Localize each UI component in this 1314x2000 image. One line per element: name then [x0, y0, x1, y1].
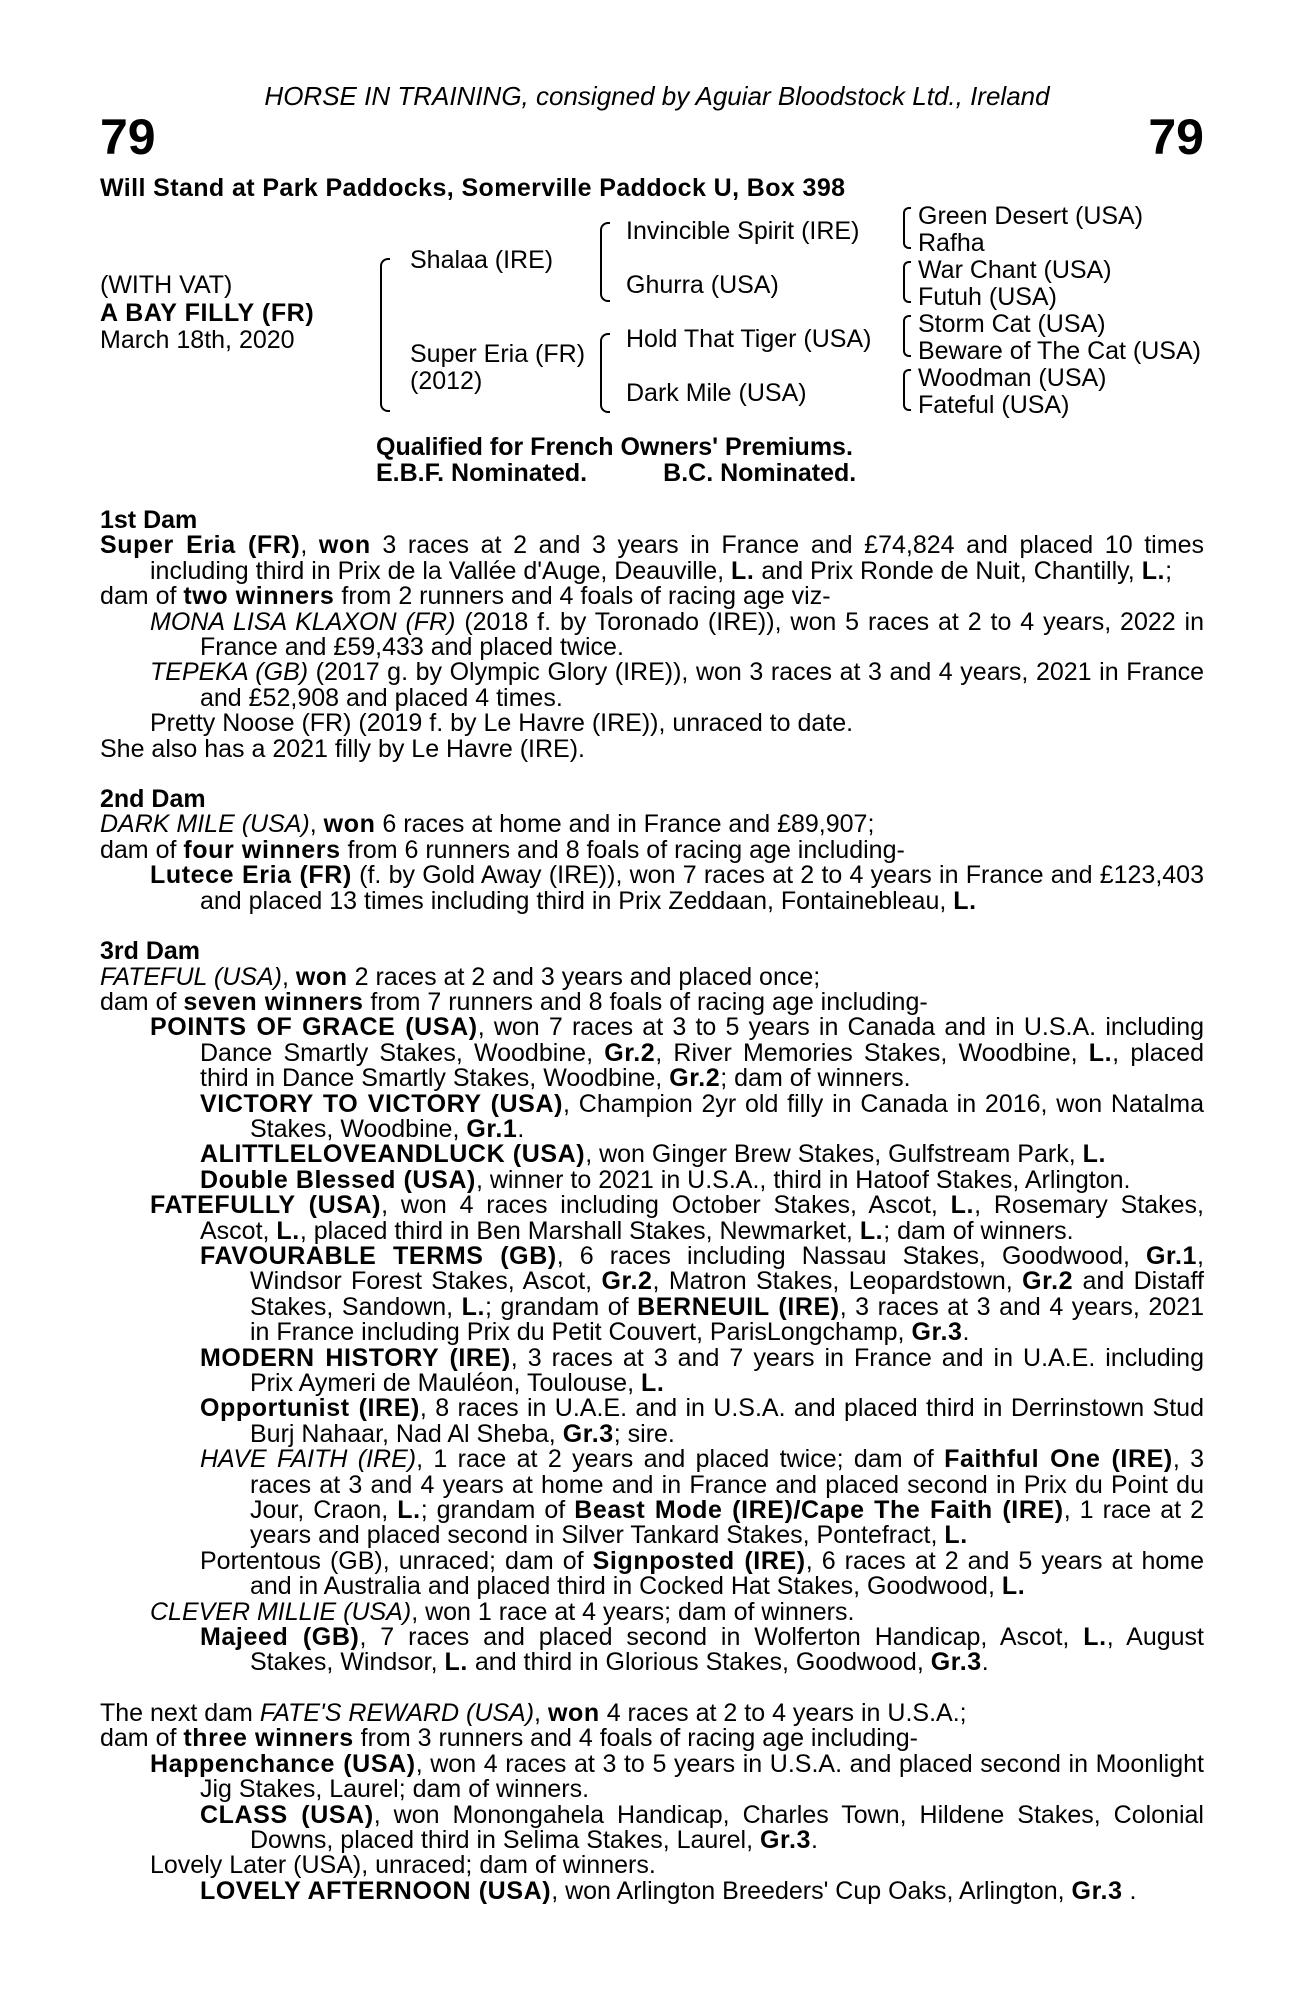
sire-dam-dam: Futuh (USA)	[918, 283, 1057, 311]
dam-dam-sire: Woodman (USA)	[918, 364, 1107, 392]
first-dam-record: Super Eria (FR), won 3 races at 2 and 3 years in France and £74,824 and placed 10 times including third in Prix de la Vallée d'Auge, Deauville, L. and Prix Ronde de Nuit, Chantilly, L.;	[100, 531, 1204, 585]
lot-number-left: 79	[100, 109, 156, 165]
stand-location: Will Stand at Park Paddocks, Somerville Paddock U, Box 398	[100, 174, 846, 202]
pedigree-bracket-g1	[903, 207, 911, 249]
second-dam-heading: 2nd Dam	[100, 785, 206, 814]
third-dam-grand-foal: MODERN HISTORY (IRE), 3 races at 3 and 7 years in France and in U.A.E. including Prix Aymeri de Mauléon, Toulouse, L.	[200, 1343, 1204, 1397]
bc-nominated: B.C. Nominated.	[663, 459, 857, 487]
nominations-line	[376, 460, 1314, 486]
owners-premiums-note: Qualified for French Owners' Premiums.	[376, 433, 853, 461]
third-dam-foal: FATEFULLY (USA), won 4 races including October Stakes, Ascot, L., Rosemary Stakes, Ascot, L., placed third in Ben Marshall Stakes, Newmarket, L.; dam of winners.	[150, 1191, 1204, 1245]
dam-sire-sire: Storm Cat (USA)	[918, 310, 1106, 338]
next-dam-produce-summary: dam of three winners from 3 runners and 4 foals of racing age including-	[100, 1724, 918, 1753]
first-dam-foal: Pretty Noose (FR) (2019 f. by Le Havre (IRE)), unraced to date.	[150, 709, 854, 738]
next-dam-grand-foal: LOVELY AFTERNOON (USA), won Arlington Breeders' Cup Oaks, Arlington, Gr.3 .	[200, 1876, 1137, 1905]
third-dam-foal: CLEVER MILLIE (USA), won 1 race at 4 years; dam of winners.	[150, 1597, 855, 1626]
next-dam-record: The next dam FATE'S REWARD (USA), won 4 races at 2 to 4 years in U.S.A.;	[100, 1698, 967, 1727]
sire-dam-sire: War Chant (USA)	[918, 256, 1112, 284]
dam-sire-dam: Beware of The Cat (USA)	[918, 337, 1201, 365]
dam-dam: Dark Mile (USA)	[626, 379, 807, 407]
dam-name: Super Eria (FR)	[410, 340, 586, 368]
first-dam-heading: 1st Dam	[100, 506, 198, 534]
first-dam-yearling-note: She also has a 2021 filly by Le Havre (IRE).	[100, 734, 585, 763]
dam-year: (2012)	[410, 367, 483, 395]
third-dam-record: FATEFUL (USA), won 2 races at 2 and 3 years and placed once;	[100, 962, 821, 991]
pedigree-bracket-sire-dam	[380, 258, 390, 412]
third-dam-grand-foal: FAVOURABLE TERMS (GB), 6 races including Nassau Stakes, Goodwood, Gr.1, Windsor Forest Stakes, Ascot, Gr.2, Matron Stakes, Leopardstown, Gr.2 and Distaff Stakes, Sandown, L.; grandam of BERNEUIL (IRE), 3 races at 3 and 4 years, 2021 in France including Prix du Petit Couvert, ParisLongchamp, Gr.3.	[200, 1241, 1204, 1347]
dam-dam-dam: Fateful (USA)	[918, 391, 1070, 419]
lot-number-right: 79	[1148, 109, 1204, 165]
third-dam-grand-foal: Opportunist (IRE), 8 races in U.A.E. and in U.S.A. and placed third in Derrinstown Stud Burj Nahaar, Nad Al Sheba, Gr.3; sire.	[200, 1394, 1204, 1448]
third-dam-grand-foal: Portentous (GB), unraced; dam of Signposted (IRE), 6 races at 2 and 5 years at home and in Australia and placed third in Cocked Hat Stakes, Goodwood, L.	[200, 1546, 1204, 1601]
ebf-nominated: E.B.F. Nominated.	[376, 459, 588, 487]
pedigree-bracket-dam-line	[600, 333, 610, 413]
second-dam-foal: Lutece Eria (FR) (f. by Gold Away (IRE)), won 7 races at 2 to 4 years in France and £123,403 and placed 13 times including third in Prix Zeddaan, Fontainebleau, L.	[150, 861, 1204, 915]
sire-sire-sire: Green Desert (USA)	[918, 202, 1144, 230]
pedigree-bracket-sire-line	[600, 222, 610, 302]
pedigree-bracket-g2	[903, 261, 911, 303]
dam-sire: Hold That Tiger (USA)	[626, 325, 872, 353]
pedigree-bracket-g3	[903, 315, 911, 357]
vat-note: (WITH VAT)	[100, 271, 233, 299]
horse-dob: March 18th, 2020	[100, 326, 295, 354]
third-dam-grand-foal: ALITTLELOVEANDLUCK (USA), won Ginger Brew Stakes, Gulfstream Park, L.	[200, 1140, 1107, 1169]
sire-name: Shalaa (IRE)	[410, 246, 554, 274]
third-dam-grand-foal: VICTORY TO VICTORY (USA), Champion 2yr old filly in Canada in 2016, won Natalma Stakes, Woodbine, Gr.1.	[200, 1089, 1205, 1143]
third-dam-heading: 3rd Dam	[100, 937, 201, 966]
third-dam-grand-foal: Double Blessed (USA), winner to 2021 in U.S.A., third in Hatoof Stakes, Arlington.	[200, 1165, 1131, 1194]
sire-sire: Invincible Spirit (IRE)	[626, 217, 860, 245]
first-dam-produce-summary: dam of two winners from 2 runners and 4 foals of racing age viz-	[100, 582, 831, 611]
catalogue-subtitle: HORSE IN TRAINING, consigned by Aguiar Bloodstock Ltd., Ireland	[264, 81, 1050, 111]
next-dam-grand-foal: CLASS (USA), won Monongahela Handicap, Charles Town, Hildene Stakes, Colonial Downs, placed third in Selima Stakes, Laurel, Gr.3.	[200, 1800, 1204, 1854]
third-dam-produce-summary: dam of seven winners from 7 runners and 8 foals of racing age including-	[100, 987, 928, 1016]
third-dam-grand-foal: HAVE FAITH (IRE), 1 race at 2 years and placed twice; dam of Faithful One (IRE), 3 races at 3 and 4 years at home and in France and placed second in Prix du Point du Jour, Craon, L.; grandam of Beast Mode (IRE)/Cape The Faith (IRE), 1 race at 2 years and placed second in Silver Tankard Stakes, Pontefract, L.	[200, 1445, 1205, 1550]
third-dam-grand-foal: Majeed (GB), 7 races and placed second in Wolferton Handicap, Ascot, L., August Stakes, Windsor, L. and third in Glorious Stakes, Goodwood, Gr.3.	[200, 1623, 1205, 1677]
catalogue-body	[100, 508, 1204, 1904]
second-dam-record: DARK MILE (USA), won 6 races at home and in France and £89,907;	[100, 810, 875, 839]
horse-name: A BAY FILLY (FR)	[100, 299, 315, 327]
eligibility-notes	[0, 434, 1314, 486]
pedigree-bracket-g4	[903, 369, 911, 411]
sire-sire-dam: Rafha	[918, 229, 985, 257]
second-dam-produce-summary: dam of four winners from 6 runners and 8 foals of racing age including-	[100, 835, 905, 864]
next-dam-foal: Happenchance (USA), won 4 races at 3 to 5 years in U.S.A. and placed second in Moonlight Jig Stakes, Laurel; dam of winners.	[150, 1749, 1204, 1804]
sire-dam: Ghurra (USA)	[626, 271, 779, 299]
first-dam-foal: TEPEKA (GB) (2017 g. by Olympic Glory (IRE)), won 3 races at 3 and 4 years, 2021 in France and £52,908 and placed 4 times.	[150, 658, 1205, 712]
first-dam-foal: MONA LISA KLAXON (FR) (2018 f. by Toronado (IRE)), won 5 races at 2 to 4 years, 2022 in France and £59,433 and placed twice.	[150, 607, 1205, 662]
third-dam-foal: POINTS OF GRACE (USA), won 7 races at 3 to 5 years in Canada and in U.S.A. including Dance Smartly Stakes, Woodbine, Gr.2, River Memories Stakes, Woodbine, L., placed third in Dance Smartly Stakes, Woodbine, Gr.2; dam of winners.	[150, 1013, 1204, 1093]
next-dam-foal: Lovely Later (USA), unraced; dam of winners.	[150, 1851, 656, 1880]
